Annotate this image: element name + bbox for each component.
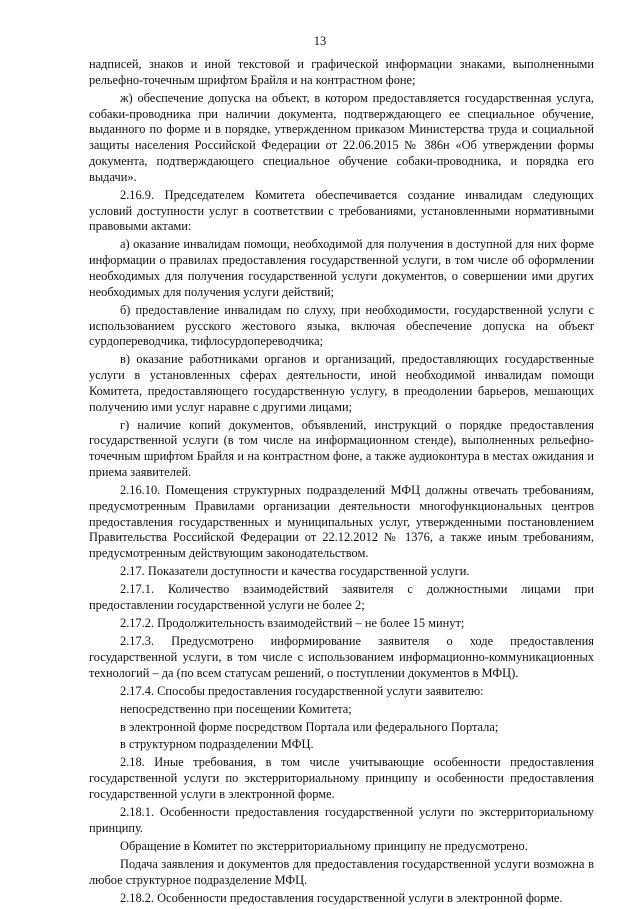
- paragraph: ж) обеспечение допуска на объект, в котором предоставляется государственная услуга, собаки-проводника при наличии документа, подтверждающего ее специальное обучение, выданного по форме и в порядке, утвержденном приказом Министерства труда и социальной защиты населения Российской Федерации от 22.06.2015 № 386н «Об утверждении формы документа, подтверждающего специальное обучение собаки-проводника, и порядка его выдачи».: [89, 90, 594, 184]
- paragraph: 2.18. Иные требования, в том числе учитывающие особенности предоставления государственной услуги по экстерриториальному принципу и особенности предоставления государственной услуги в электронной форме.: [89, 755, 594, 802]
- paragraph: 2.17.2. Продолжительность взаимодействий – не более 15 минут;: [120, 615, 465, 630]
- paragraph: надписей, знаков и иной текстовой и графической информации знаками, выполненными рельефно-точечным шрифтом Брайля и на контрастном фоне;: [89, 57, 594, 87]
- paragraph: 2.18.2. Особенности предоставления государственной услуги в электронной форме.: [120, 890, 563, 905]
- paragraph: 2.18.1. Особенности предоставления государственной услуги по экстерриториальному принципу.: [89, 805, 594, 835]
- paragraph: 2.16.10. Помещения структурных подразделений МФЦ должны отвечать требованиям, предусмотренным Правилами организации деятельности многофункциональных центров предоставления государственных и муниципальных услуг, утвержденными постановлением Правительства Российской Федерации от 22.12.2012 № 1376, а также иным требованиям, предусмотренным действующим законодательством.: [89, 483, 594, 561]
- paragraph: а) оказание инвалидам помощи, необходимой для получения в доступной для них форме информации о правилах предоставления государственной услуги, в том числе об оформлении необходимых для получения государственной услуги документов, о совершении ими других необходимых для получения услуги действий;: [89, 237, 594, 299]
- page-number: 13: [313, 34, 327, 48]
- paragraph: в электронной форме посредством Портала или федерального Портала;: [120, 719, 499, 734]
- paragraph: 2.17.4. Способы предоставления государственной услуги заявителю:: [120, 683, 484, 698]
- paragraph: в) оказание работниками органов и организаций, предоставляющих государственные услуги в установленных сферах деятельности, иной необходимой инвалидам помощи Комитета, предоставляющего государственную услугу, в преодолении барьеров, мешающих получению ими услуг наравне с другими лицами;: [89, 352, 594, 414]
- document-body: [89, 57, 594, 909]
- paragraph: в структурном подразделении МФЦ.: [120, 737, 314, 752]
- paragraph: б) предоставление инвалидам по слуху, при необходимости, государственной услуги с использованием русского жестового языка, включая обеспечение допуска на объект сурдопереводчика, тифлосурдопереводчика;: [89, 302, 594, 349]
- paragraph: непосредственно при посещении Комитета;: [120, 701, 352, 716]
- paragraph: Подача заявления и документов для предоставления государственной услуги возможна в любое структурное подразделение МФЦ.: [89, 856, 594, 887]
- paragraph: 2.17.3. Предусмотрено информирование заявителя о ходе предоставления государственной услуги, в том числе с использованием информационно-коммуникационных технологий – да (по всем статусам решений, о поступлении документов в МФЦ).: [89, 633, 594, 680]
- paragraph: Обращение в Комитет по экстерриториальному принципу не предусмотрено.: [120, 838, 528, 853]
- paragraph: г) наличие копий документов, объявлений, инструкций о порядке предоставления государственной услуги (в том числе на информационном стенде), выполненных рельефно-точечным шрифтом Брайля и на контрастном фоне, а также аудиоконтура в местах ожидания и приема заявителей.: [89, 417, 594, 480]
- paragraph: 2.16.9. Председателем Комитета обеспечивается создание инвалидам следующих условий доступности услуг в соответствии с требованиями, установленными нормативными правовыми актами:: [89, 187, 594, 234]
- paragraph: 2.17. Показатели доступности и качества государственной услуги.: [120, 564, 470, 579]
- paragraph: 2.17.1. Количество взаимодействий заявителя с должностными лицами при предоставлении государственной услуги не более 2;: [89, 582, 594, 612]
